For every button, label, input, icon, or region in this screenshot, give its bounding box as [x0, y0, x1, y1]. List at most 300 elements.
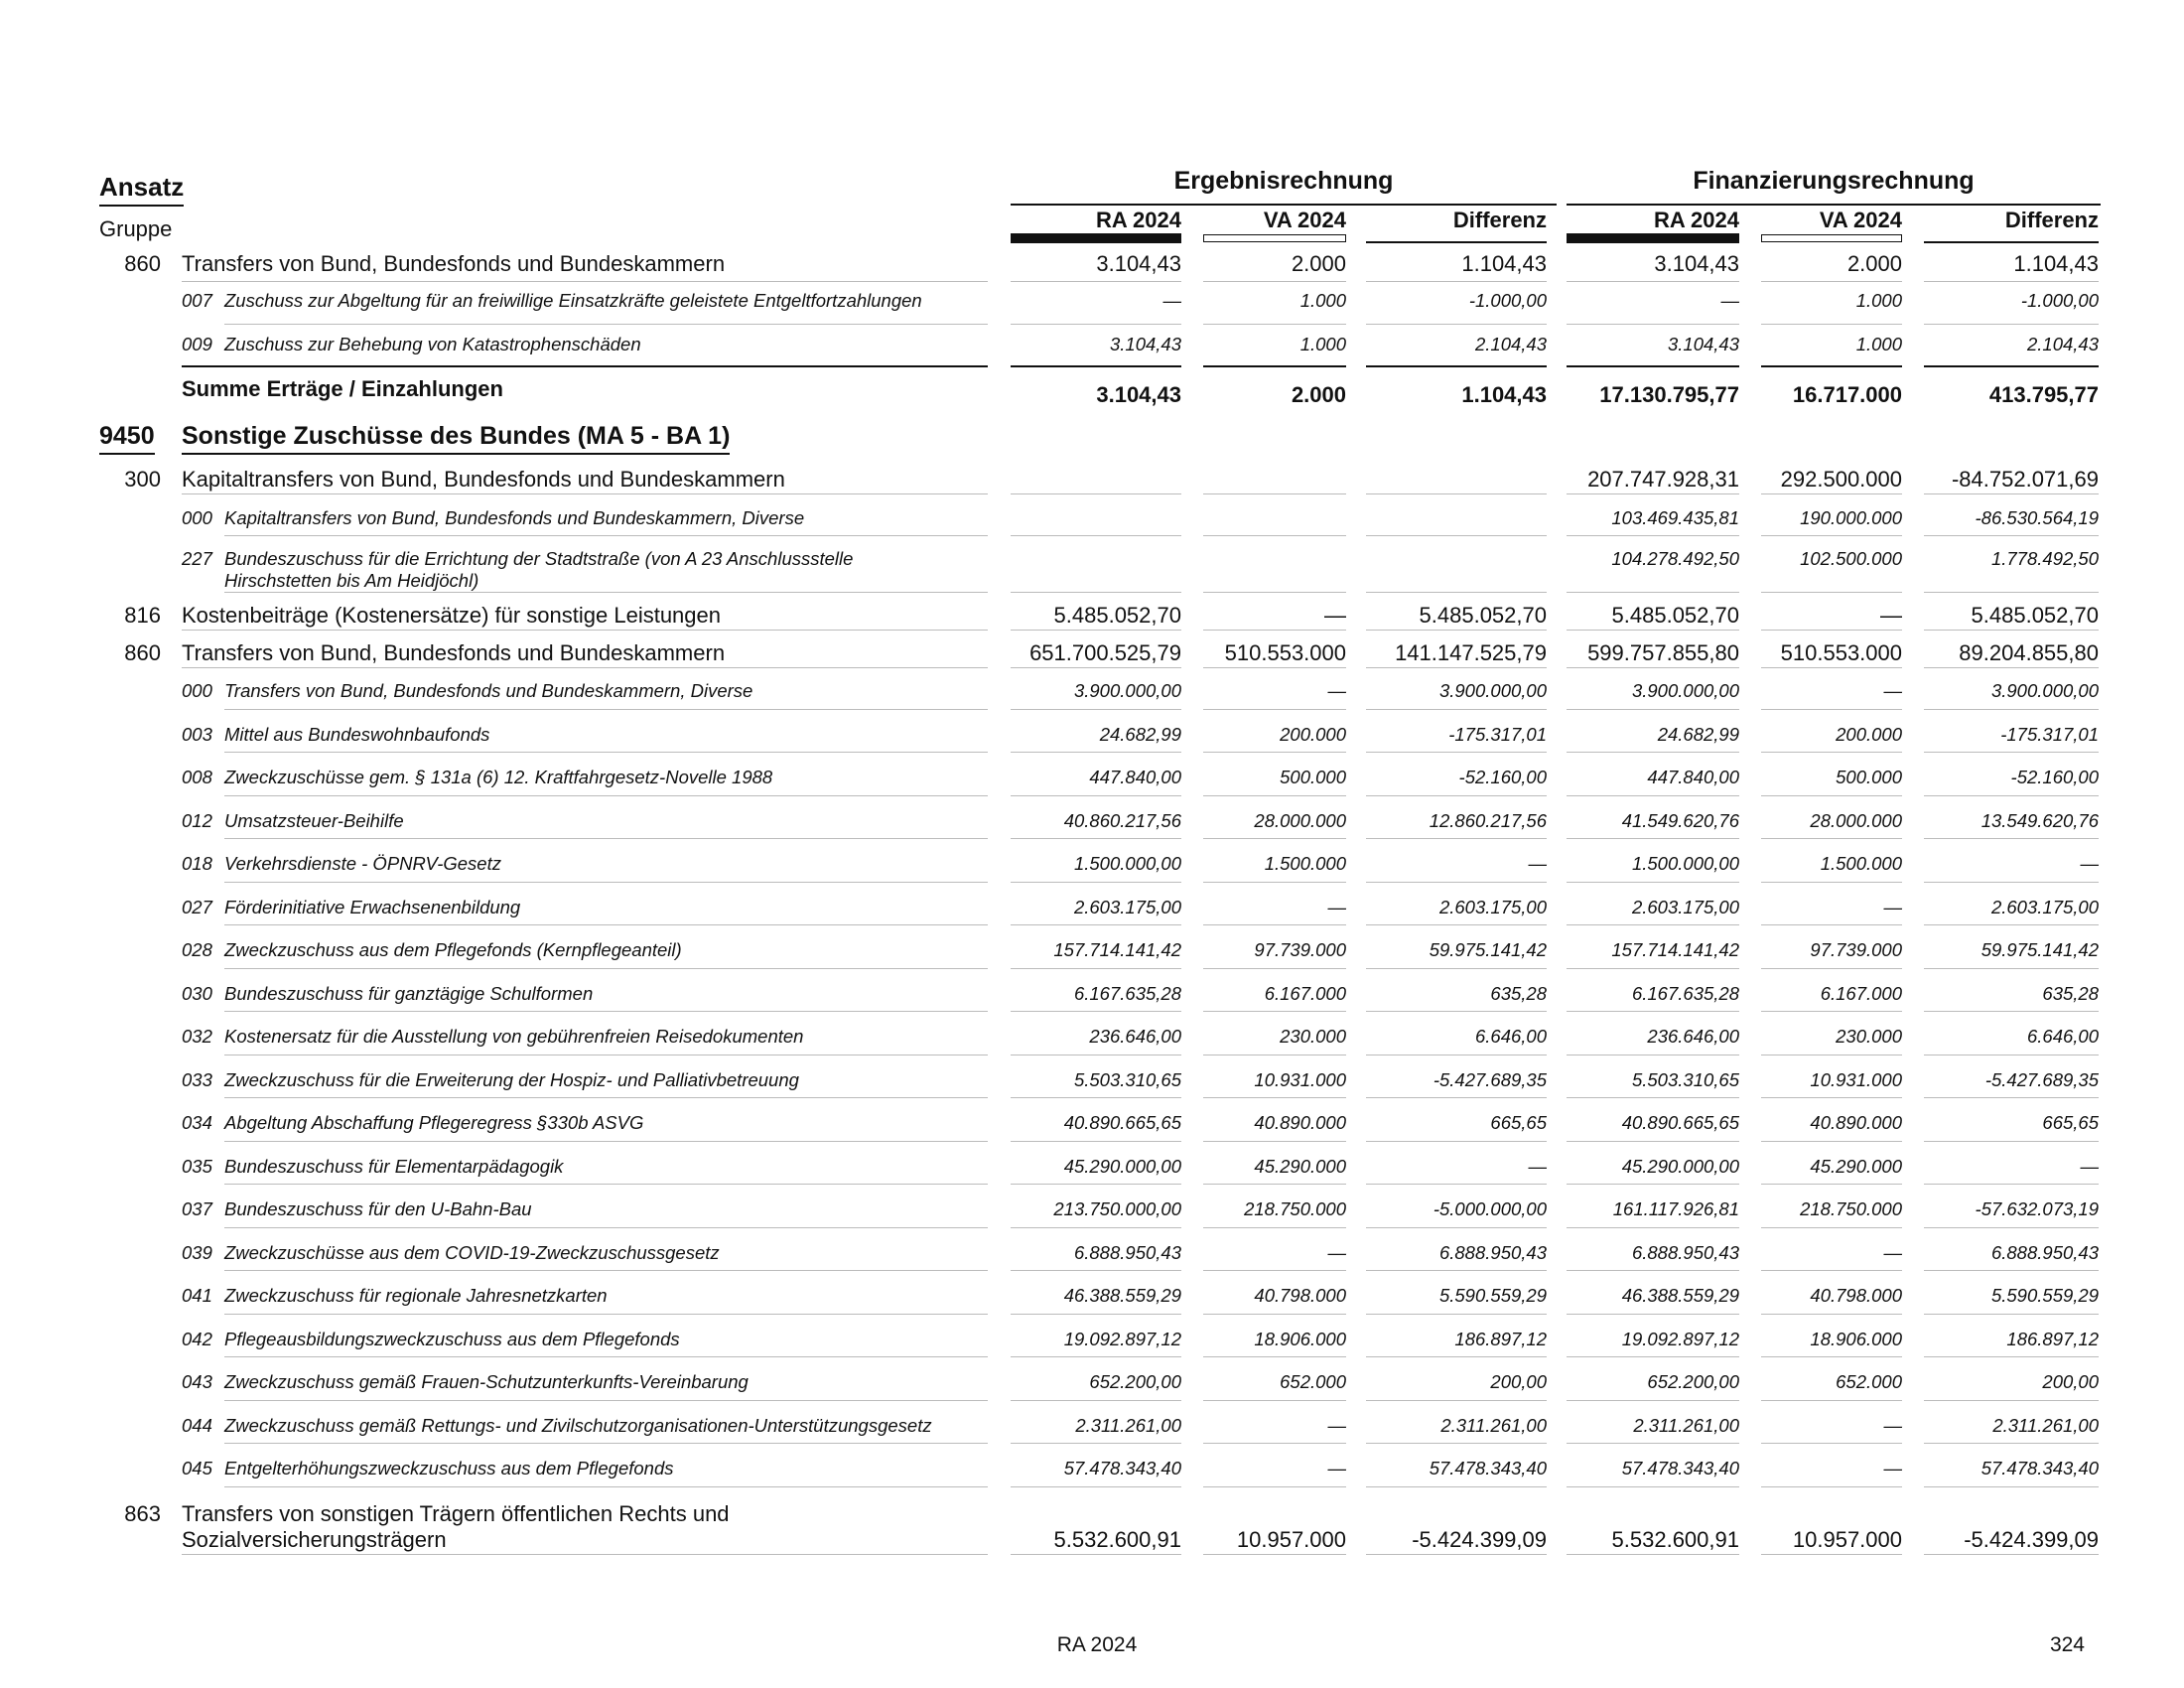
- row-divider: [1011, 752, 1181, 753]
- cell-fr-ra: 2.311.261,00: [1633, 1415, 1739, 1436]
- cell-fr-diff: -175.317,01: [2000, 724, 2099, 745]
- row-divider: [1761, 1097, 1902, 1098]
- row-label: Zuschuss zur Behebung von Katastrophenschäden: [224, 334, 641, 354]
- ergebnisrechnung-title: Ergebnisrechnung: [1173, 167, 1394, 195]
- row-label-continued: Hirschstetten bis Am Heidjöchl): [224, 570, 479, 591]
- row-divider: [1366, 968, 1547, 969]
- cell-fr-va: 97.739.000: [1810, 939, 1902, 960]
- row-divider: [224, 882, 988, 883]
- row-label: Bundeszuschuss für die Errichtung der Stadtstraße (von A 23 Anschlussstelle: [224, 548, 854, 569]
- row-divider: [1203, 324, 1346, 325]
- cell-er-diff: 6.888.950,43: [1438, 1242, 1547, 1263]
- row-divider: [224, 1097, 988, 1098]
- row-label: Abgeltung Abschaffung Pflegeregress §330b ASVG: [224, 1112, 644, 1133]
- cell-fr-va: 510.553.000: [1780, 640, 1902, 665]
- row-divider: [1567, 968, 1739, 969]
- row-divider: [1366, 1486, 1547, 1487]
- row-divider: [1761, 924, 1902, 925]
- row-divider: [1761, 838, 1902, 839]
- row-label-continued: Sozialversicherungsträgern: [182, 1527, 447, 1552]
- row-code: 028: [182, 939, 212, 960]
- cell-fr-ra: 104.278.492,50: [1611, 548, 1739, 569]
- cell-er-ra: 24.682,99: [1099, 724, 1181, 745]
- row-divider: [1567, 1400, 1739, 1401]
- row-divider: [1924, 1141, 2099, 1142]
- cell-fr-va: 200.000: [1836, 724, 1902, 745]
- cell-er-diff: 200,00: [1490, 1371, 1547, 1392]
- row-label: Zweckzuschuss gemäß Frauen-Schutzunterkunfts-Vereinbarung: [224, 1371, 749, 1392]
- row-divider: [1366, 1011, 1547, 1012]
- cell-fr-va: 652.000: [1836, 1371, 1902, 1392]
- row-divider: [224, 324, 988, 325]
- row-divider: [1924, 968, 2099, 969]
- row-label: Zweckzuschüsse aus dem COVID-19-Zweckzuschussgesetz: [224, 1242, 720, 1263]
- cell-fr-va: 10.931.000: [1810, 1069, 1902, 1090]
- cell-fr-va: —: [1883, 897, 1902, 917]
- cell-fr-ra: 19.092.897,12: [1621, 1329, 1739, 1349]
- row-divider: [1761, 1554, 1902, 1555]
- row-divider: [1366, 709, 1547, 710]
- row-divider: [1366, 1443, 1547, 1444]
- cell-fr-diff: -52.160,00: [2010, 767, 2099, 787]
- ra-column-marker: [1567, 233, 1739, 243]
- row-divider: [1011, 1141, 1181, 1142]
- row-label: Transfers von Bund, Bundesfonds und Bundeskammern: [182, 640, 726, 665]
- row-divider: [1203, 630, 1346, 631]
- cell-er-diff: 665,65: [1490, 1112, 1547, 1133]
- row-divider: [1203, 535, 1346, 536]
- row-divider: [1366, 281, 1547, 282]
- cell-fr-diff: 57.478.343,40: [1980, 1458, 2099, 1478]
- row-divider: [1011, 493, 1181, 494]
- cell-fr-ra: 5.485.052,70: [1611, 603, 1739, 628]
- row-divider: [1567, 281, 1739, 282]
- row-label: Bundeszuschuss für den U-Bahn-Bau: [224, 1198, 532, 1219]
- row-divider: [1924, 324, 2099, 325]
- row-label: Bundeszuschuss für Elementarpädagogik: [224, 1156, 564, 1177]
- row-divider: [1924, 1011, 2099, 1012]
- cell-fr-diff: 5.590.559,29: [1990, 1285, 2099, 1306]
- sum-er-va: 2.000: [1291, 382, 1346, 407]
- row-divider: [1203, 709, 1346, 710]
- row-label: Zweckzuschuss für regionale Jahresnetzkarten: [224, 1285, 608, 1306]
- row-divider: [1011, 968, 1181, 969]
- row-divider: [1761, 324, 1902, 325]
- row-divider: [1761, 1486, 1902, 1487]
- cell-fr-va: 40.798.000: [1810, 1285, 1902, 1306]
- row-divider: [1924, 1097, 2099, 1098]
- sum-divider: [1761, 365, 1902, 367]
- diff-column-rule: [1924, 241, 2099, 243]
- sum-fr-va: 16.717.000: [1792, 382, 1902, 407]
- row-label: Förderinitiative Erwachsenenbildung: [224, 897, 521, 917]
- row-code: 300: [124, 467, 161, 492]
- row-divider: [1924, 535, 2099, 536]
- cell-fr-diff: 2.311.261,00: [1992, 1415, 2099, 1436]
- gruppe-heading: Gruppe: [99, 216, 173, 241]
- row-divider: [1924, 1227, 2099, 1228]
- cell-fr-diff: -5.427.689,35: [1984, 1069, 2099, 1090]
- cell-er-diff: 12.860.217,56: [1429, 810, 1547, 831]
- row-code: 037: [182, 1198, 212, 1219]
- cell-fr-va: 190.000.000: [1800, 507, 1902, 528]
- cell-fr-ra: 1.500.000,00: [1631, 853, 1739, 874]
- row-divider: [1761, 1314, 1902, 1315]
- row-divider: [224, 795, 988, 796]
- cell-fr-ra: 236.646,00: [1647, 1026, 1739, 1047]
- cell-fr-va: 218.750.000: [1800, 1198, 1902, 1219]
- row-divider: [224, 752, 988, 753]
- cell-fr-diff: —: [2080, 1156, 2099, 1177]
- row-divider: [1567, 1356, 1739, 1357]
- sum-er-diff: 1.104,43: [1461, 382, 1547, 407]
- cell-er-diff: 59.975.141,42: [1429, 939, 1547, 960]
- row-divider: [1203, 592, 1346, 593]
- row-divider: [1761, 592, 1902, 593]
- row-label: Transfers von sonstigen Trägern öffentlichen Rechts und: [182, 1501, 730, 1526]
- row-divider: [1761, 493, 1902, 494]
- cell-fr-diff: 5.485.052,70: [1971, 603, 2099, 628]
- row-divider: [1924, 667, 2099, 668]
- row-divider: [1924, 1314, 2099, 1315]
- row-divider: [224, 1011, 988, 1012]
- row-code: 227: [182, 548, 212, 569]
- cell-er-ra: 3.104,43: [1096, 251, 1181, 276]
- cell-fr-va: —: [1880, 603, 1902, 628]
- row-divider: [1203, 1486, 1346, 1487]
- row-divider: [1203, 882, 1346, 883]
- row-divider: [1761, 667, 1902, 668]
- cell-er-ra: 6.888.950,43: [1073, 1242, 1181, 1263]
- row-divider: [1567, 838, 1739, 839]
- col-header-er-va: VA 2024: [1263, 208, 1346, 232]
- row-divider: [1366, 795, 1547, 796]
- row-divider: [1924, 1270, 2099, 1271]
- cell-er-ra: 1.500.000,00: [1073, 853, 1181, 874]
- finanzierungsrechnung-rule: [1567, 204, 2101, 206]
- row-divider: [1203, 1097, 1346, 1098]
- cell-er-diff: -5.424.399,09: [1412, 1527, 1547, 1552]
- row-label: Mittel aus Bundeswohnbaufonds: [224, 724, 490, 745]
- sum-fr-ra: 17.130.795,77: [1599, 382, 1739, 407]
- cell-er-va: 1.500.000: [1264, 853, 1346, 874]
- cell-fr-ra: 3.104,43: [1654, 251, 1739, 276]
- row-divider: [224, 1270, 988, 1271]
- row-divider: [1366, 882, 1547, 883]
- col-header-fr-ra: RA 2024: [1653, 208, 1739, 232]
- row-divider: [1567, 324, 1739, 325]
- row-label: Zweckzuschuss gemäß Rettungs- und Zivilschutzorganisationen-Unterstützungsgesetz: [224, 1415, 932, 1436]
- cell-fr-ra: 6.167.635,28: [1631, 983, 1739, 1004]
- cell-fr-ra: 207.747.928,31: [1587, 467, 1739, 492]
- col-header-er-ra: RA 2024: [1095, 208, 1181, 232]
- row-divider: [1567, 1141, 1739, 1142]
- row-divider: [1366, 752, 1547, 753]
- cell-fr-va: —: [1883, 1242, 1902, 1263]
- cell-fr-diff: 13.549.620,76: [1980, 810, 2099, 831]
- row-divider: [1761, 1227, 1902, 1228]
- cell-er-diff: 5.590.559,29: [1438, 1285, 1547, 1306]
- row-label: Kostenersatz für die Ausstellung von gebührenfreien Reisedokumenten: [224, 1026, 804, 1047]
- va-column-marker: [1761, 234, 1902, 242]
- row-divider: [1011, 1400, 1181, 1401]
- row-divider: [1011, 838, 1181, 839]
- row-divider: [182, 630, 988, 631]
- row-label: Transfers von Bund, Bundesfonds und Bundeskammern: [182, 251, 726, 276]
- row-divider: [1366, 1184, 1547, 1185]
- cell-er-va: —: [1327, 1415, 1346, 1436]
- cell-fr-va: 18.906.000: [1810, 1329, 1902, 1349]
- row-divider: [1924, 1184, 2099, 1185]
- row-code: 034: [182, 1112, 212, 1133]
- row-divider: [224, 1400, 988, 1401]
- cell-fr-va: 28.000.000: [1810, 810, 1902, 831]
- row-code: 035: [182, 1156, 212, 1177]
- row-divider: [1011, 1184, 1181, 1185]
- cell-fr-diff: 635,28: [2042, 983, 2099, 1004]
- row-divider: [1366, 838, 1547, 839]
- row-divider: [1924, 924, 2099, 925]
- row-divider: [1011, 324, 1181, 325]
- row-divider: [224, 1443, 988, 1444]
- cell-er-diff: 3.900.000,00: [1438, 680, 1547, 701]
- row-divider: [1567, 1184, 1739, 1185]
- row-divider: [1011, 709, 1181, 710]
- row-code: 008: [182, 767, 212, 787]
- cell-fr-ra: 40.890.665,65: [1621, 1112, 1739, 1133]
- cell-er-ra: —: [1162, 290, 1181, 311]
- cell-er-diff: -175.317,01: [1448, 724, 1547, 745]
- row-divider: [1761, 535, 1902, 536]
- row-divider: [224, 924, 988, 925]
- cell-fr-ra: 157.714.141,42: [1611, 939, 1739, 960]
- row-divider: [1203, 1554, 1346, 1555]
- cell-fr-va: 230.000: [1836, 1026, 1902, 1047]
- cell-er-ra: 45.290.000,00: [1063, 1156, 1181, 1177]
- cell-er-ra: 5.485.052,70: [1053, 603, 1181, 628]
- cell-fr-va: —: [1883, 680, 1902, 701]
- row-divider: [1011, 882, 1181, 883]
- row-divider: [1203, 1356, 1346, 1357]
- cell-er-ra: 236.646,00: [1089, 1026, 1181, 1047]
- cell-er-va: 10.931.000: [1254, 1069, 1346, 1090]
- row-divider: [1011, 1554, 1181, 1555]
- row-divider: [1924, 709, 2099, 710]
- cell-er-ra: 40.890.665,65: [1063, 1112, 1181, 1133]
- row-divider: [1761, 1356, 1902, 1357]
- cell-fr-diff: -57.632.073,19: [1975, 1198, 2099, 1219]
- cell-er-va: 40.890.000: [1254, 1112, 1346, 1133]
- row-divider: [182, 1554, 988, 1555]
- cell-er-ra: 40.860.217,56: [1063, 810, 1181, 831]
- row-divider: [1203, 924, 1346, 925]
- cell-er-va: 500.000: [1280, 767, 1346, 787]
- row-divider: [1761, 968, 1902, 969]
- row-divider: [1567, 1011, 1739, 1012]
- cell-er-ra: 6.167.635,28: [1073, 983, 1181, 1004]
- row-code: 030: [182, 983, 212, 1004]
- row-divider: [1203, 838, 1346, 839]
- row-divider: [1366, 1141, 1547, 1142]
- row-label: Kapitaltransfers von Bund, Bundesfonds und Bundeskammern: [182, 467, 785, 492]
- row-divider: [1761, 1400, 1902, 1401]
- row-divider: [1567, 535, 1739, 536]
- row-divider: [1366, 1227, 1547, 1228]
- sum-divider: [182, 365, 988, 367]
- row-divider: [1761, 1011, 1902, 1012]
- cell-er-va: 230.000: [1280, 1026, 1346, 1047]
- row-divider: [1567, 1554, 1739, 1555]
- cell-er-diff: 2.603.175,00: [1438, 897, 1547, 917]
- row-code: 042: [182, 1329, 212, 1349]
- cell-er-diff: 141.147.525,79: [1395, 640, 1547, 665]
- cell-fr-diff: -86.530.564,19: [1975, 507, 2099, 528]
- cell-fr-va: 2.000: [1846, 251, 1902, 276]
- cell-er-va: 200.000: [1280, 724, 1346, 745]
- row-divider: [1567, 667, 1739, 668]
- cell-fr-va: 45.290.000: [1810, 1156, 1902, 1177]
- row-code: 000: [182, 507, 212, 528]
- col-header-fr-va: VA 2024: [1819, 208, 1902, 232]
- cell-er-ra: 5.503.310,65: [1073, 1069, 1181, 1090]
- cell-er-va: 45.290.000: [1254, 1156, 1346, 1177]
- cell-er-ra: 3.900.000,00: [1073, 680, 1181, 701]
- page-number: 324: [2049, 1633, 2085, 1656]
- row-divider: [1924, 752, 2099, 753]
- cell-fr-diff: 665,65: [2042, 1112, 2099, 1133]
- row-divider: [224, 1314, 988, 1315]
- row-divider: [1011, 1097, 1181, 1098]
- cell-er-diff: —: [1528, 1156, 1547, 1177]
- row-divider: [1761, 1270, 1902, 1271]
- cell-er-ra: 652.200,00: [1089, 1371, 1181, 1392]
- row-divider: [1761, 281, 1902, 282]
- cell-er-va: —: [1327, 680, 1346, 701]
- footer-title: RA 2024: [1056, 1633, 1138, 1656]
- row-divider: [1567, 1314, 1739, 1315]
- row-code: 000: [182, 680, 212, 701]
- row-divider: [1567, 592, 1739, 593]
- row-divider: [1366, 1554, 1547, 1555]
- row-divider: [1366, 493, 1547, 494]
- cell-er-va: 510.553.000: [1224, 640, 1346, 665]
- cell-er-diff: -5.427.689,35: [1433, 1069, 1547, 1090]
- row-divider: [1924, 1554, 2099, 1555]
- cell-fr-diff: 1.778.492,50: [1990, 548, 2099, 569]
- row-divider: [1924, 1443, 2099, 1444]
- row-divider: [1203, 1227, 1346, 1228]
- section-title: Sonstige Zuschüsse des Bundes (MA 5 - BA 1): [182, 422, 730, 455]
- cell-fr-ra: 6.888.950,43: [1631, 1242, 1739, 1263]
- cell-fr-ra: 41.549.620,76: [1621, 810, 1739, 831]
- cell-er-diff: 635,28: [1490, 983, 1547, 1004]
- sum-divider: [1567, 365, 1739, 367]
- cell-er-va: 6.167.000: [1264, 983, 1346, 1004]
- row-divider: [1567, 882, 1739, 883]
- row-divider: [224, 709, 988, 710]
- cell-fr-ra: 652.200,00: [1647, 1371, 1739, 1392]
- cell-er-va: —: [1324, 603, 1346, 628]
- finanzierungsrechnung-title: Finanzierungsrechnung: [1693, 167, 1975, 195]
- row-divider: [1011, 1443, 1181, 1444]
- cell-er-va: 1.000: [1299, 290, 1346, 311]
- cell-er-va: —: [1327, 1458, 1346, 1478]
- row-divider: [1203, 1443, 1346, 1444]
- row-divider: [1924, 592, 2099, 593]
- sum-fr-diff: 413.795,77: [1988, 382, 2099, 407]
- cell-er-ra: 157.714.141,42: [1053, 939, 1181, 960]
- cell-er-diff: 186.897,12: [1454, 1329, 1547, 1349]
- row-label: Zweckzuschüsse gem. § 131a (6) 12. Kraftfahrgesetz-Novelle 1988: [224, 767, 773, 787]
- col-header-fr-diff: Differenz: [2004, 208, 2099, 232]
- row-divider: [1924, 1486, 2099, 1487]
- cell-er-va: 10.957.000: [1236, 1527, 1346, 1552]
- row-code: 039: [182, 1242, 212, 1263]
- row-divider: [1761, 752, 1902, 753]
- cell-er-ra: 46.388.559,29: [1063, 1285, 1181, 1306]
- row-label: Pflegeausbildungszweckzuschuss aus dem Pflegefonds: [224, 1329, 680, 1349]
- cell-fr-ra: 3.104,43: [1667, 334, 1739, 354]
- row-divider: [1366, 667, 1547, 668]
- row-divider: [182, 493, 988, 494]
- row-divider: [1366, 1314, 1547, 1315]
- row-divider: [1011, 1486, 1181, 1487]
- row-divider: [1567, 493, 1739, 494]
- cell-er-diff: 5.485.052,70: [1419, 603, 1547, 628]
- row-divider: [1567, 924, 1739, 925]
- row-code: 027: [182, 897, 212, 917]
- section-code: 9450: [99, 422, 155, 455]
- row-label: Transfers von Bund, Bundesfonds und Bundeskammern, Diverse: [224, 680, 753, 701]
- cell-er-ra: 19.092.897,12: [1063, 1329, 1181, 1349]
- row-divider: [224, 535, 988, 536]
- row-code: 018: [182, 853, 212, 874]
- cell-fr-diff: -84.752.071,69: [1951, 467, 2099, 492]
- cell-fr-va: —: [1883, 1415, 1902, 1436]
- row-divider: [224, 838, 988, 839]
- sum-divider: [1924, 365, 2099, 367]
- row-label: Bundeszuschuss für ganztägige Schulformen: [224, 983, 594, 1004]
- row-code: 033: [182, 1069, 212, 1090]
- cell-er-va: 18.906.000: [1254, 1329, 1346, 1349]
- cell-er-va: 1.000: [1299, 334, 1346, 354]
- row-code: 816: [124, 603, 161, 628]
- cell-fr-ra: 161.117.926,81: [1612, 1198, 1739, 1219]
- sum-divider: [1366, 365, 1547, 367]
- row-divider: [1366, 592, 1547, 593]
- cell-er-ra: 5.532.600,91: [1053, 1527, 1181, 1552]
- cell-fr-ra: —: [1720, 290, 1739, 311]
- cell-er-diff: 2.311.261,00: [1440, 1415, 1547, 1436]
- cell-fr-ra: 5.503.310,65: [1631, 1069, 1739, 1090]
- row-divider: [1924, 493, 2099, 494]
- cell-fr-diff: 89.204.855,80: [1959, 640, 2099, 665]
- row-divider: [1761, 1443, 1902, 1444]
- row-divider: [224, 592, 988, 593]
- row-divider: [1011, 1270, 1181, 1271]
- row-divider: [182, 281, 988, 282]
- cell-fr-ra: 46.388.559,29: [1621, 1285, 1739, 1306]
- row-divider: [1761, 882, 1902, 883]
- row-code: 032: [182, 1026, 212, 1047]
- row-divider: [1203, 1141, 1346, 1142]
- cell-fr-diff: —: [2080, 853, 2099, 874]
- row-divider: [1567, 630, 1739, 631]
- cell-er-diff: 6.646,00: [1474, 1026, 1547, 1047]
- row-divider: [1567, 1270, 1739, 1271]
- row-divider: [1366, 324, 1547, 325]
- row-divider: [1011, 795, 1181, 796]
